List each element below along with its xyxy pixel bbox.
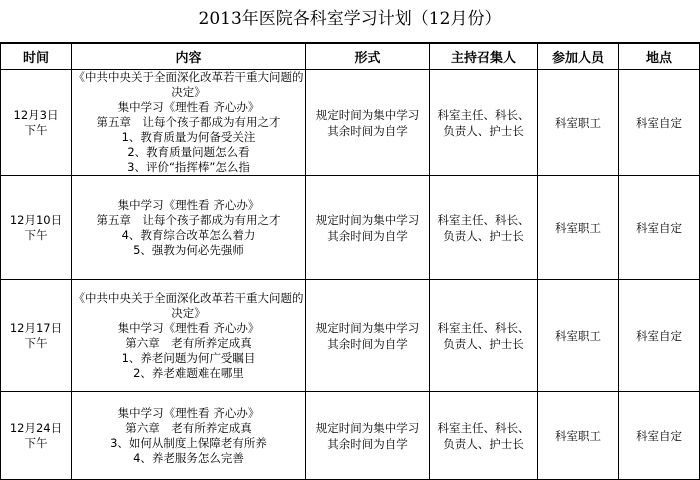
content-line: 4、教育综合改革怎么着力	[121, 227, 256, 242]
host-text: 科室主任、科长、	[437, 320, 530, 335]
form-text: 其余时间为自学	[327, 436, 408, 451]
header-location: 地点	[619, 43, 700, 70]
host-cell	[430, 280, 538, 392]
header-participants: 参加人员	[538, 43, 619, 70]
header-row	[1, 43, 700, 70]
host-text: 负责人、护士长	[443, 436, 524, 451]
period-text: 下午	[24, 227, 48, 242]
form-cell	[306, 70, 430, 176]
form-text: 其余时间为自学	[327, 123, 408, 138]
form-cell	[306, 176, 430, 280]
participants-cell: 科室职工	[538, 176, 619, 280]
form-cell	[306, 280, 430, 392]
content-line: 第六章 老有所养定成真	[125, 420, 252, 435]
table-row	[1, 392, 700, 480]
participants-cell: 科室职工	[538, 280, 619, 392]
content-line: 集中学习《理性看 齐心办》	[117, 100, 260, 114]
content-line: 第五章 让每个孩子都成为有用之才	[96, 212, 281, 227]
content-line: 2、教育质量问题怎么看	[127, 145, 250, 159]
time-cell	[1, 70, 72, 176]
host-text: 科室主任、科长、	[437, 212, 530, 227]
location-cell: 科室自定	[619, 176, 700, 280]
location-cell: 科室自定	[619, 392, 700, 480]
content-line: 1、教育质量为何备受关注	[121, 130, 256, 144]
participants-cell: 科室职工	[538, 70, 619, 176]
header-host: 主持召集人	[430, 43, 538, 70]
content-line: 第六章 老有所养定成真	[125, 335, 252, 350]
page-title: 2013年医院各科室学习计划（12月份）	[198, 9, 502, 29]
content-line: 第五章 让每个孩子都成为有用之才	[96, 115, 281, 129]
date-text: 12月3日	[13, 107, 59, 122]
host-text: 负责人、护士长	[443, 228, 524, 243]
host-cell	[430, 392, 538, 480]
location-cell: 科室自定	[619, 280, 700, 392]
form-text: 规定时间为集中学习	[315, 212, 420, 227]
table-row	[1, 280, 700, 392]
header-content: 内容	[72, 43, 306, 70]
header-form: 形式	[306, 43, 430, 70]
content-cell	[72, 392, 306, 480]
content-line: 集中学习《理性看 齐心办》	[117, 320, 260, 335]
content-line: 《中共中央关于全面深化改革若干重大问题的决定》	[73, 290, 304, 320]
date-text: 12月17日	[9, 320, 63, 335]
time-cell	[1, 176, 72, 280]
form-text: 规定时间为集中学习	[315, 320, 420, 335]
time-cell	[1, 392, 72, 480]
period-text: 下午	[24, 122, 48, 137]
content-line: 5、强教为何必先强师	[133, 242, 244, 257]
location-cell: 科室自定	[619, 70, 700, 176]
content-line: 《中共中央关于全面深化改革若干重大问题的决定》	[73, 70, 304, 99]
table-row	[1, 70, 700, 176]
content-line: 集中学习《理性看 齐心办》	[117, 405, 260, 420]
host-text: 负责人、护士长	[443, 123, 524, 138]
header-time: 时间	[1, 43, 72, 70]
date-text: 12月24日	[9, 420, 63, 435]
participants-cell: 科室职工	[538, 392, 619, 480]
table-row	[1, 176, 700, 280]
study-plan-table	[0, 42, 700, 480]
host-text: 负责人、护士长	[443, 336, 524, 351]
host-cell	[430, 70, 538, 176]
host-cell	[430, 176, 538, 280]
time-cell	[1, 280, 72, 392]
content-line: 4、养老服务怎么完善	[133, 450, 244, 465]
content-cell	[72, 70, 306, 176]
form-text: 规定时间为集中学习	[315, 420, 420, 435]
form-text: 规定时间为集中学习	[315, 107, 420, 122]
host-text: 科室主任、科长、	[437, 420, 530, 435]
content-line: 集中学习《理性看 齐心办》	[117, 197, 260, 212]
period-text: 下午	[24, 335, 48, 350]
form-cell	[306, 392, 430, 480]
content-line: 3、如何从制度上保障老有所养	[110, 435, 267, 450]
content-line: 3、评价“指挥棒”怎么指	[127, 160, 250, 174]
period-text: 下午	[24, 435, 48, 450]
content-line: 1、养老问题为何广受瞩目	[121, 350, 256, 365]
form-text: 其余时间为自学	[327, 228, 408, 243]
host-text: 科室主任、科长、	[437, 107, 530, 122]
content-cell	[72, 176, 306, 280]
date-text: 12月10日	[9, 212, 63, 227]
content-line: 2、养老难题难在哪里	[133, 365, 244, 380]
form-text: 其余时间为自学	[327, 336, 408, 351]
content-cell	[72, 280, 306, 392]
